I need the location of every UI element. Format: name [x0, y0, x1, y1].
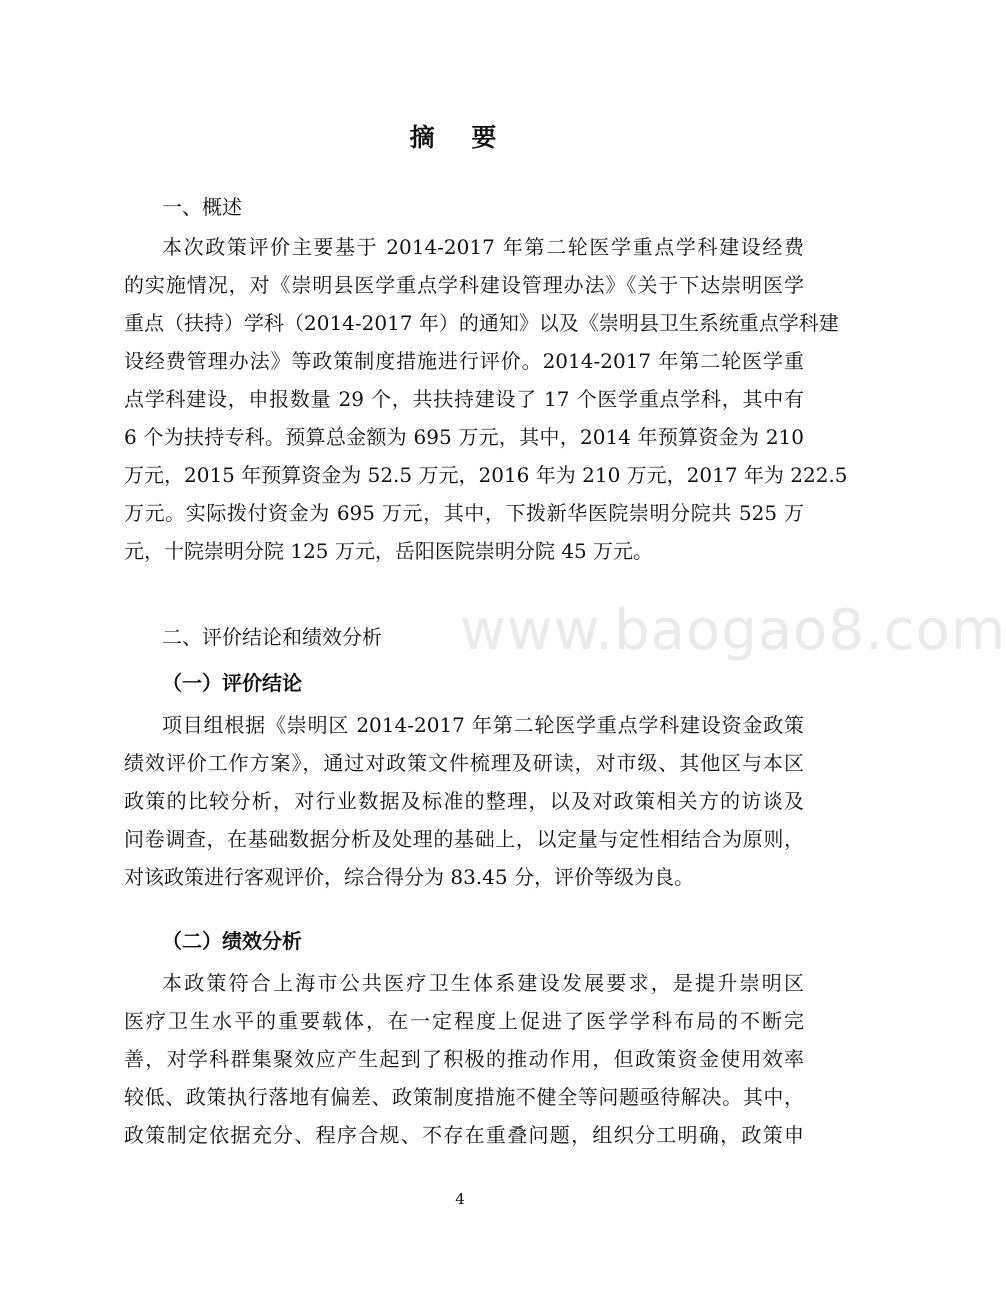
text-line: 点学科建设，申报数量 29 个，共扶持建设了 17 个医学重点学科，其中有	[124, 387, 804, 411]
paragraph-overview	[124, 228, 848, 570]
paragraph-performance	[124, 964, 804, 1154]
page-number: 4	[455, 1190, 465, 1208]
text-line: 的实施情况，对《崇明县医学重点学科建设管理办法》《关于下达崇明医学	[124, 273, 804, 297]
text-line: 设经费管理办法》等政策制度措施进行评价。2014-2017 年第二轮医学重	[124, 349, 804, 373]
text-line: 问卷调查，在基础数据分析及处理的基础上，以定量与定性相结合为原则，	[124, 827, 804, 851]
subsection-heading-evaluation: （一）评价结论	[162, 671, 302, 695]
text-line: 元，十院崇明分院 125 万元，岳阳医院崇明分院 45 万元。	[124, 539, 654, 563]
text-line: 项目组根据《崇明区 2014-2017 年第二轮医学重点学科建设资金政策	[162, 713, 804, 737]
text-line: 万元，2015 年预算资金为 52.5 万元，2016 年为 210 万元，2017 年为 222.5	[124, 463, 848, 487]
text-line: 重点（扶持）学科（2014-2017 年）的通知》以及《崇明县卫生系统重点学科建	[124, 311, 839, 335]
page-title: 摘 要	[409, 123, 511, 152]
text-line: 善，对学科群集聚效应产生起到了积极的推动作用，但政策资金使用效率	[124, 1047, 804, 1071]
text-line: 6 个为扶持专科。预算总金额为 695 万元，其中，2014 年预算资金为 210	[124, 425, 804, 449]
text-line: 万元。实际拨付资金为 695 万元，其中，下拨新华医院崇明分院共 525 万	[124, 501, 804, 525]
watermark: www.baogao8.com	[460, 598, 1006, 663]
section-heading-overview: 一、概述	[162, 195, 242, 219]
text-line: 较低、政策执行落地有偏差、政策制度措施不健全等问题亟待解决。其中，	[124, 1085, 804, 1109]
paragraph-evaluation	[124, 706, 804, 896]
text-line: 对该政策进行客观评价，综合得分为 83.45 分，评价等级为良。	[124, 865, 694, 889]
text-line: 本次政策评价主要基于 2014-2017 年第二轮医学重点学科建设经费	[162, 235, 804, 259]
text-line: 医疗卫生水平的重要载体，在一定程度上促进了医学学科布局的不断完	[124, 1009, 804, 1033]
text-line: 本政策符合上海市公共医疗卫生体系建设发展要求，是提升崇明区	[162, 971, 804, 995]
text-line: 政策的比较分析，对行业数据及标准的整理，以及对政策相关方的访谈及	[124, 789, 804, 813]
subsection-heading-performance: （二）绩效分析	[162, 929, 302, 953]
text-line: 政策制定依据充分、程序合规、不存在重叠问题，组织分工明确，政策申	[124, 1123, 804, 1147]
section-heading-conclusion: 二、评价结论和绩效分析	[162, 625, 382, 649]
text-line: 绩效评价工作方案》，通过对政策文件梳理及研读，对市级、其他区与本区	[124, 751, 804, 775]
